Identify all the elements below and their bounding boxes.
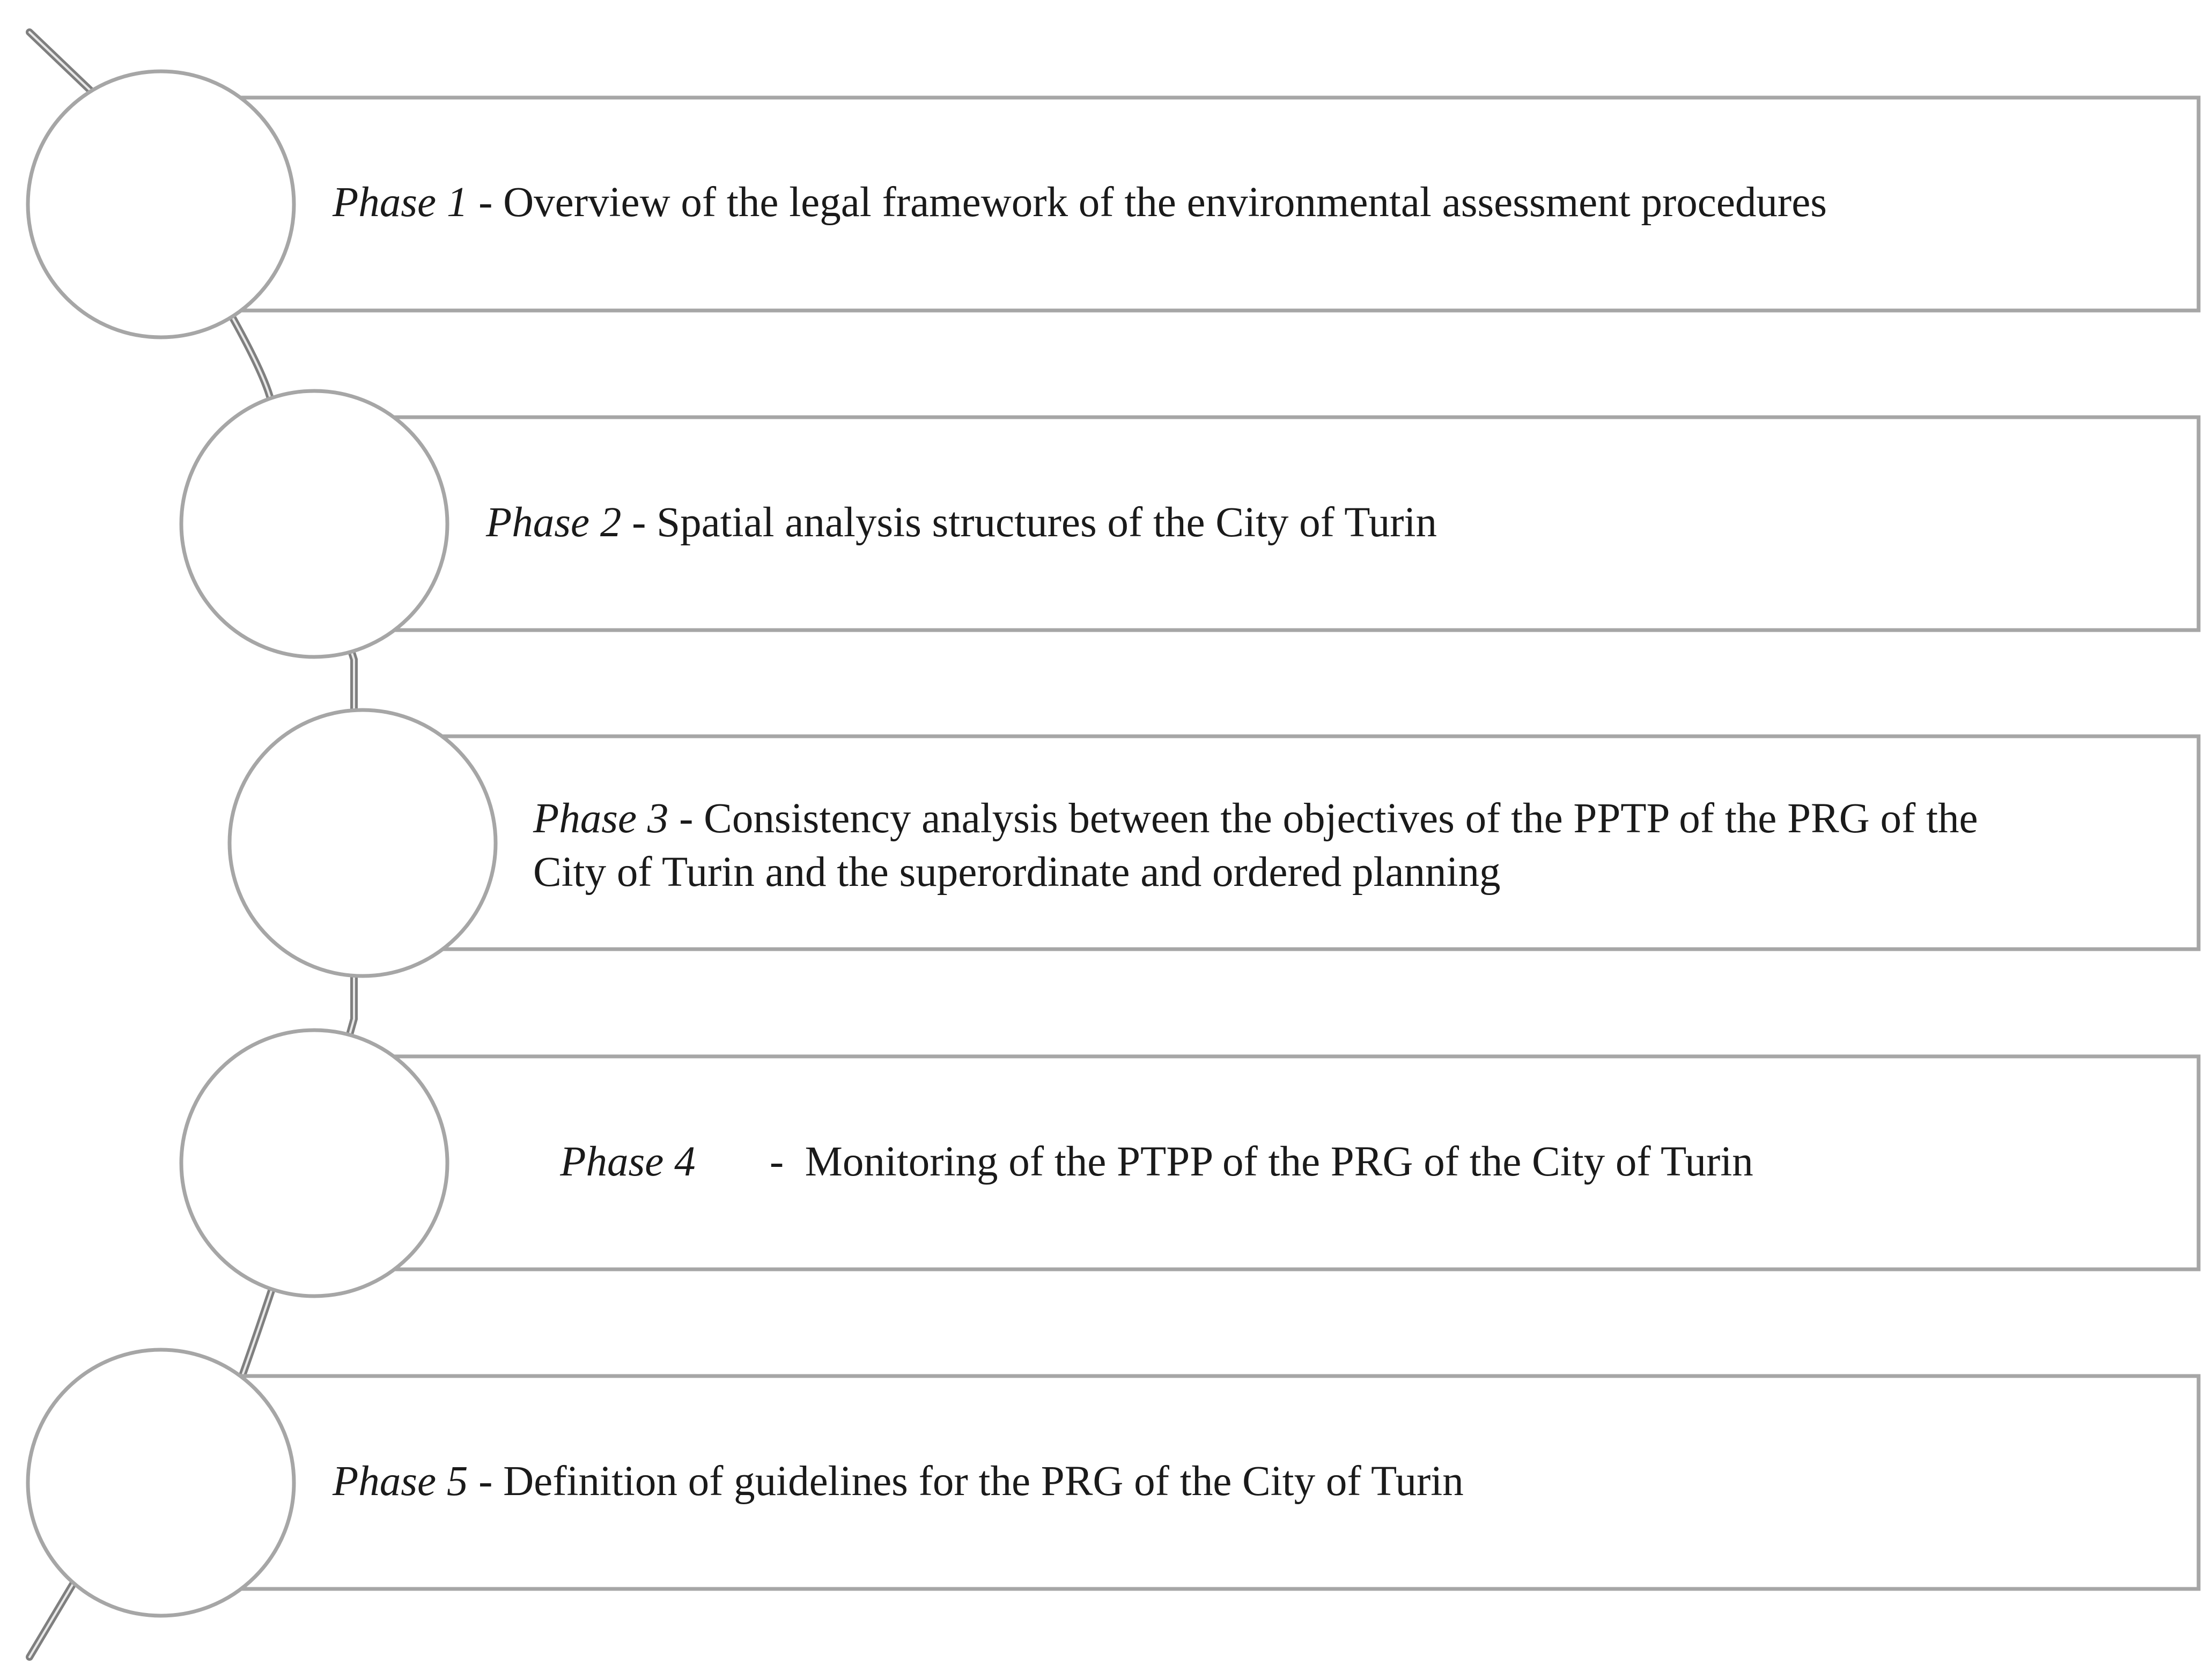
phase-1-description: - Overview of the legal framework of the environmental assessment procedures — [478, 179, 1827, 226]
phase-3-box — [363, 736, 2199, 949]
phase-1-step — [28, 71, 2199, 337]
phase-4-step — [181, 1030, 2199, 1296]
phase-2-step — [181, 391, 2199, 657]
phase-3-circle — [230, 710, 496, 976]
phase-1-circle — [28, 71, 294, 337]
phase-5-step — [28, 1350, 2199, 1616]
phase-2-description: - Spatial analysis structures of the City of Turin — [632, 499, 1437, 546]
phase-4-label: Phase 4 — [560, 1138, 696, 1185]
phase-3-description-line-2: City of Turin and the superordinate and ordered planning — [533, 849, 1501, 896]
phase-2-text — [485, 499, 1437, 546]
phase-3-step — [230, 710, 2199, 976]
phase-3-description-line-1: - Consistency analysis between the objectives of the PPTP of the PRG of the — [679, 795, 1978, 842]
phase-1-label: Phase 1 — [333, 179, 468, 226]
phase-3-label: Phase 3 — [533, 795, 669, 842]
phase-2-circle — [181, 391, 447, 657]
phase-5-label: Phase 5 — [333, 1458, 468, 1505]
phase-4-circle — [181, 1030, 447, 1296]
phase-4-description: - Monitoring of the PTPP of the PRG of the City of Turin — [769, 1138, 1753, 1185]
phase-5-circle — [28, 1350, 294, 1616]
phase-1-text — [332, 179, 1827, 226]
phase-5-text — [332, 1458, 1464, 1505]
phase-5-description: - Definition of guidelines for the PRG of the City of Turin — [478, 1458, 1464, 1505]
phase-2-label: Phase 2 — [486, 499, 622, 546]
phase-4-text — [486, 1138, 1807, 1185]
